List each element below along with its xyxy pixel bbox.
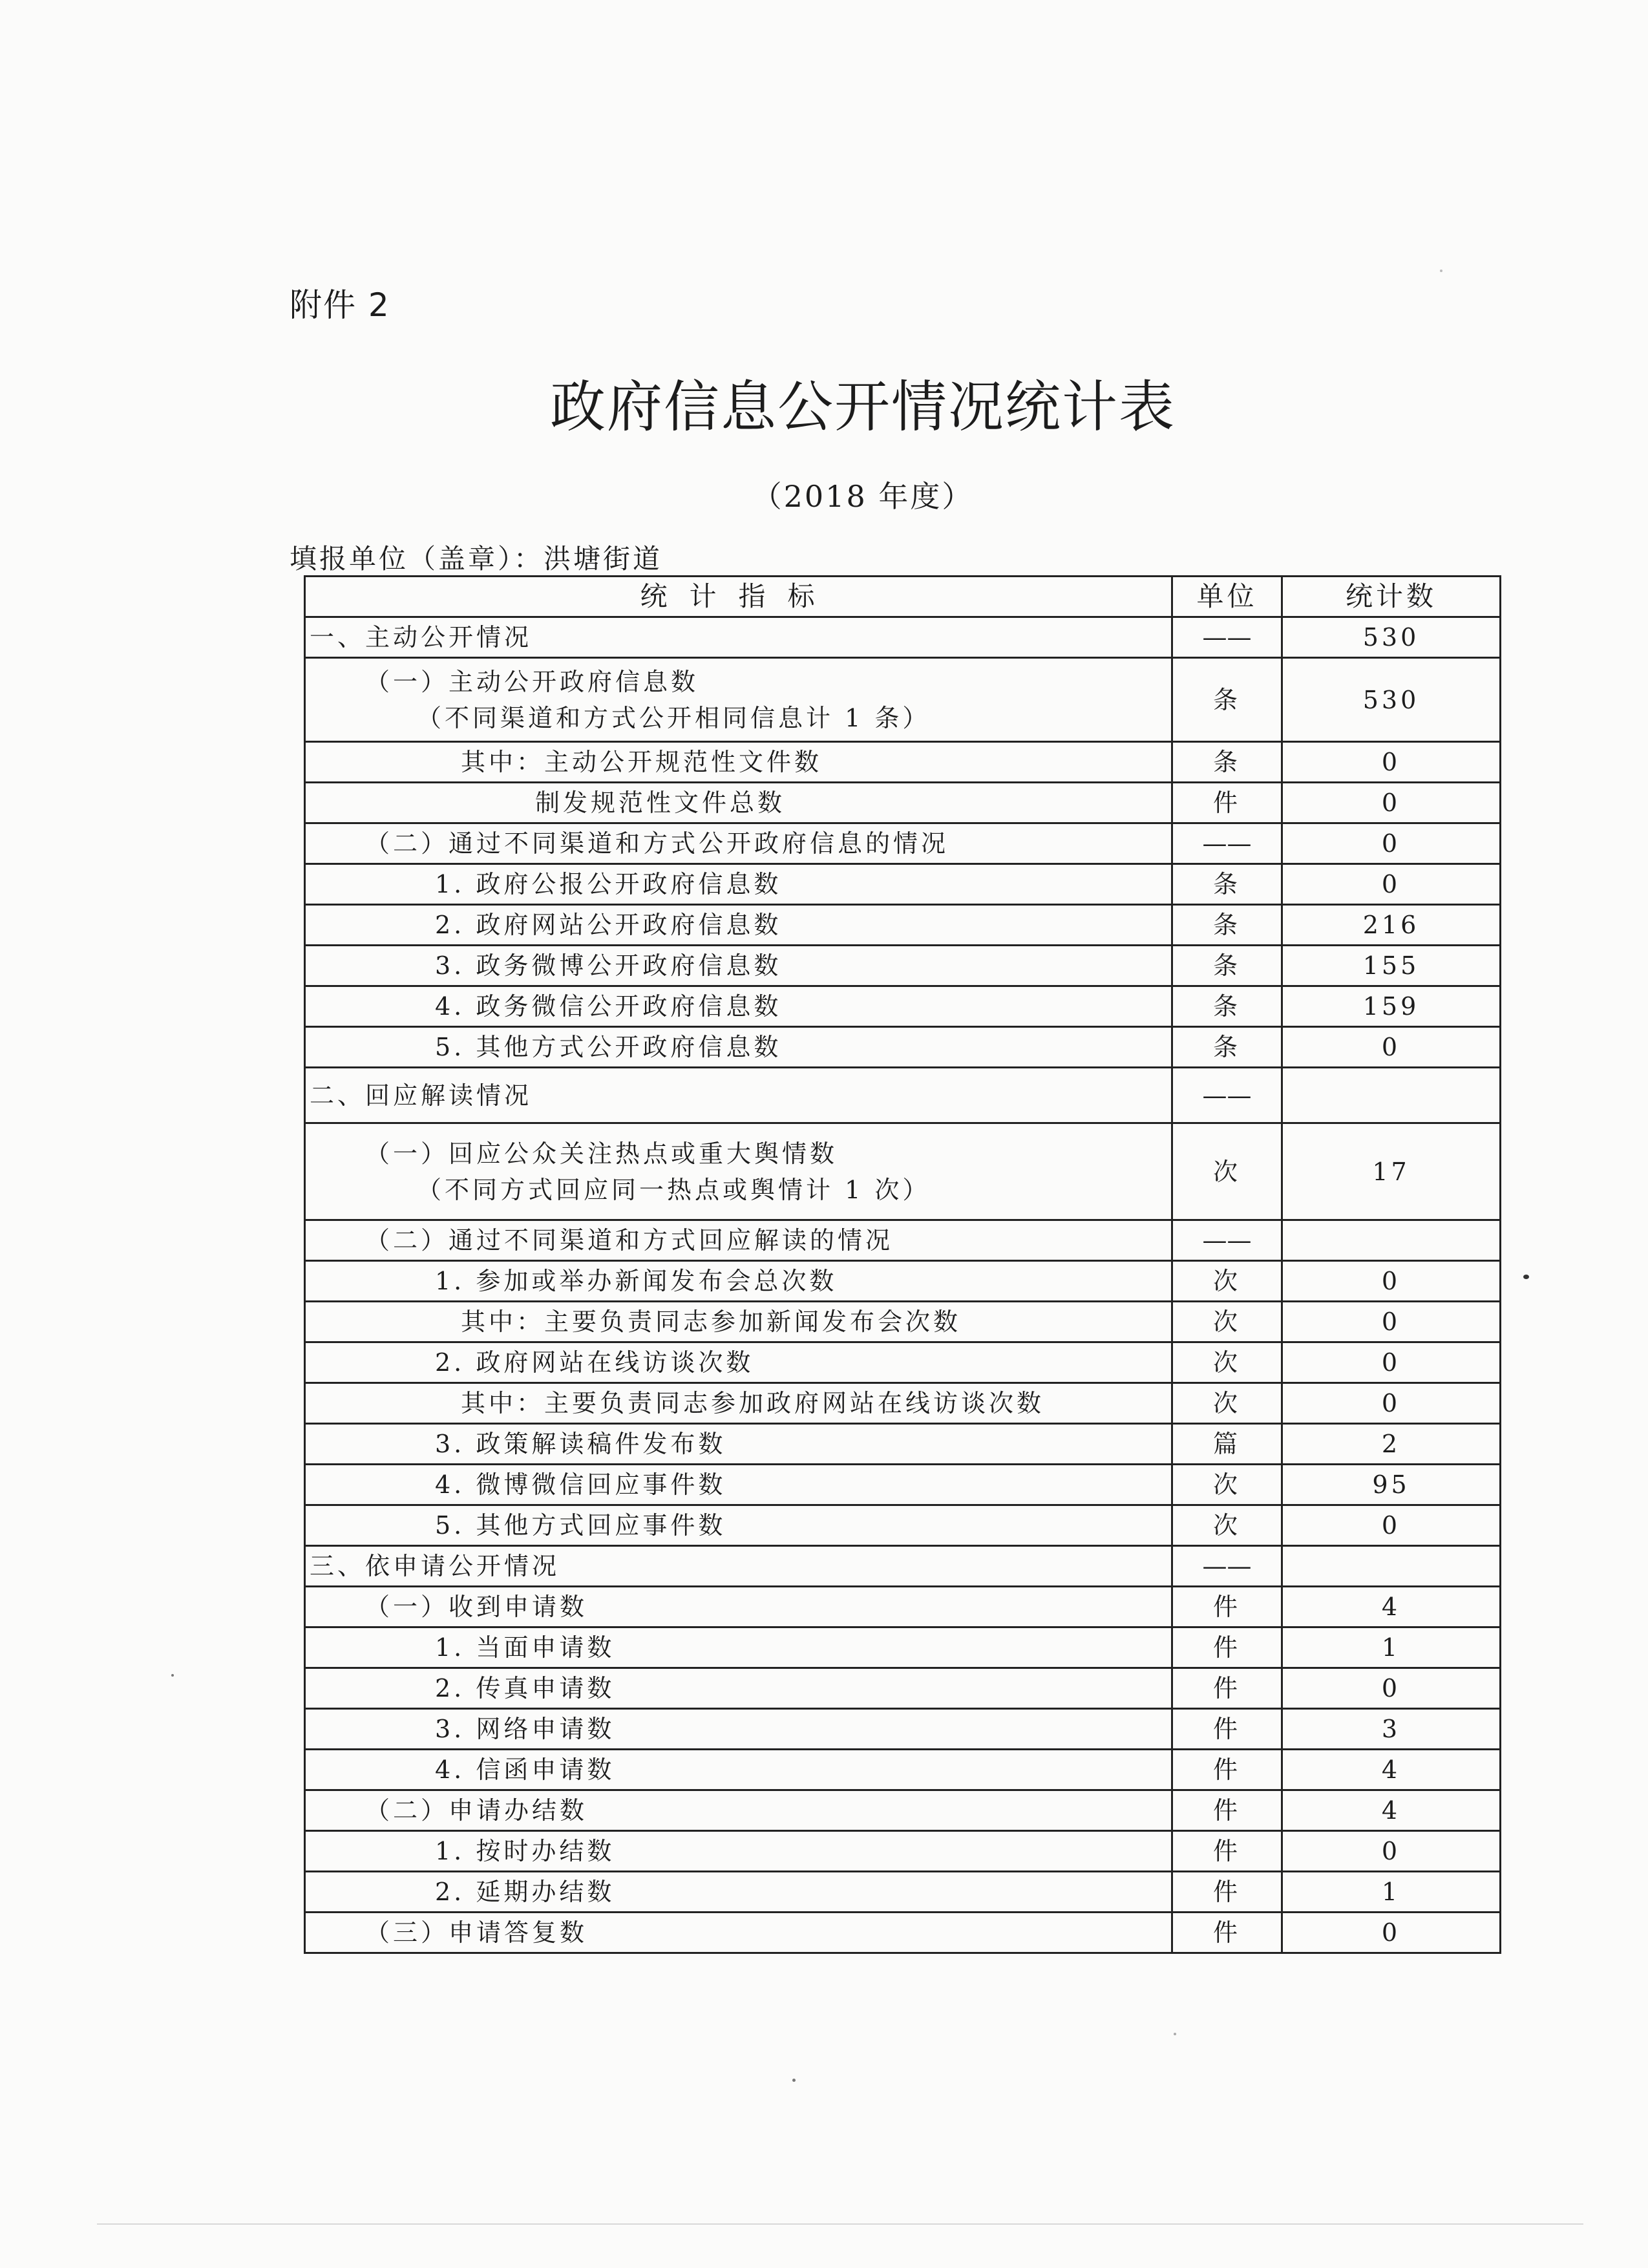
indicator-label: 5. 其他方式公开政府信息数 <box>435 1033 782 1061</box>
scan-speck <box>1174 2033 1176 2035</box>
indicator-label: （一）主动公开政府信息数 <box>365 667 699 696</box>
unit-cell: 条 <box>1172 742 1282 783</box>
unit-cell: 件 <box>1172 1831 1282 1872</box>
count-cell <box>1282 1068 1501 1123</box>
unit-cell: 件 <box>1172 1790 1282 1831</box>
indicator-label: 4. 政务微信公开政府信息数 <box>435 992 782 1021</box>
indicator-cell <box>305 1505 1172 1546</box>
indicator-cell <box>305 658 1172 742</box>
count-cell: 0 <box>1282 742 1501 783</box>
indicator-cell <box>305 1302 1172 1342</box>
unit-cell: 件 <box>1172 1872 1282 1913</box>
table-row <box>305 617 1501 658</box>
unit-cell: 篇 <box>1172 1424 1282 1465</box>
reporting-unit-line: 填报单位（盖章）：洪塘街道 <box>290 543 663 575</box>
indicator-label: 其中：主要负责同志参加政府网站在线访谈次数 <box>461 1389 1045 1417</box>
unit-cell: 件 <box>1172 1587 1282 1627</box>
count-cell: 4 <box>1282 1790 1501 1831</box>
table-row <box>305 1587 1501 1627</box>
indicator-label: 1. 当面申请数 <box>435 1633 615 1662</box>
count-cell: 0 <box>1282 1913 1501 1953</box>
table-row <box>305 1465 1501 1505</box>
indicator-label: （二）通过不同渠道和方式公开政府信息的情况 <box>365 829 949 858</box>
unit-cell: 条 <box>1172 946 1282 986</box>
count-cell: 17 <box>1282 1123 1501 1220</box>
table-row <box>305 946 1501 986</box>
unit-cell: 件 <box>1172 1627 1282 1668</box>
table-row <box>305 1546 1501 1587</box>
table-row <box>305 1342 1501 1383</box>
count-cell: 2 <box>1282 1424 1501 1465</box>
indicator-cell <box>305 1383 1172 1424</box>
unit-cell: 条 <box>1172 905 1282 946</box>
column-header-indicator: 统计指标 <box>305 577 1172 617</box>
indicator-note: （不同方式回应同一热点或舆情计 1 次） <box>417 1175 931 1204</box>
count-cell <box>1282 1546 1501 1587</box>
table-row <box>305 1123 1501 1220</box>
indicator-cell <box>305 1027 1172 1068</box>
count-cell: 1 <box>1282 1872 1501 1913</box>
unit-cell: —— <box>1172 1068 1282 1123</box>
indicator-cell <box>305 783 1172 823</box>
indicator-cell <box>305 1220 1172 1261</box>
indicator-cell <box>305 1872 1172 1913</box>
indicator-cell <box>305 1465 1172 1505</box>
count-cell: 159 <box>1282 986 1501 1027</box>
indicator-label: 3. 政务微博公开政府信息数 <box>435 951 782 980</box>
page-subtitle: （2018 年度） <box>752 479 974 514</box>
unit-cell: —— <box>1172 1220 1282 1261</box>
scan-speck <box>1440 270 1442 272</box>
table-row <box>305 1913 1501 1953</box>
table-row <box>305 1027 1501 1068</box>
count-cell: 1 <box>1282 1627 1501 1668</box>
indicator-cell <box>305 1123 1172 1220</box>
table-row <box>305 1505 1501 1546</box>
table-row <box>305 1709 1501 1750</box>
unit-cell: 条 <box>1172 986 1282 1027</box>
indicator-note: （不同渠道和方式公开相同信息计 1 条） <box>417 703 931 732</box>
unit-cell: 件 <box>1172 1750 1282 1790</box>
table-row <box>305 823 1501 864</box>
column-header-unit: 单位 <box>1172 577 1282 617</box>
count-cell: 0 <box>1282 1342 1501 1383</box>
count-cell: 530 <box>1282 658 1501 742</box>
unit-cell: —— <box>1172 823 1282 864</box>
unit-cell: 次 <box>1172 1505 1282 1546</box>
count-cell: 4 <box>1282 1587 1501 1627</box>
count-cell: 0 <box>1282 1383 1501 1424</box>
table-row <box>305 1424 1501 1465</box>
indicator-label: （一）回应公众关注热点或重大舆情数 <box>365 1139 838 1168</box>
scan-speck <box>171 1674 174 1677</box>
indicator-cell <box>305 742 1172 783</box>
unit-cell: 条 <box>1172 658 1282 742</box>
indicator-cell <box>305 905 1172 946</box>
unit-cell: 条 <box>1172 1027 1282 1068</box>
unit-cell: —— <box>1172 1546 1282 1587</box>
table-body <box>305 617 1501 1953</box>
unit-cell: 次 <box>1172 1465 1282 1505</box>
unit-cell: 件 <box>1172 1709 1282 1750</box>
table-header-row <box>305 577 1501 617</box>
unit-cell: 次 <box>1172 1383 1282 1424</box>
unit-cell: 件 <box>1172 1913 1282 1953</box>
count-cell: 216 <box>1282 905 1501 946</box>
indicator-label: 其中：主要负责同志参加新闻发布会次数 <box>461 1308 962 1336</box>
count-cell: 0 <box>1282 1302 1501 1342</box>
indicator-label: 其中：主动公开规范性文件数 <box>461 748 823 776</box>
indicator-label: 制发规范性文件总数 <box>535 789 786 817</box>
table-row <box>305 864 1501 905</box>
count-cell: 3 <box>1282 1709 1501 1750</box>
indicator-label: 1. 按时办结数 <box>435 1837 615 1865</box>
indicator-label: 2. 延期办结数 <box>435 1878 615 1906</box>
indicator-cell <box>305 617 1172 658</box>
count-cell: 0 <box>1282 783 1501 823</box>
column-header-count: 统计数 <box>1282 577 1501 617</box>
table-row <box>305 1261 1501 1302</box>
unit-cell: 次 <box>1172 1342 1282 1383</box>
count-cell: 0 <box>1282 1831 1501 1872</box>
unit-cell: —— <box>1172 617 1282 658</box>
table-row <box>305 1068 1501 1123</box>
indicator-label: 4. 微博微信回应事件数 <box>435 1470 726 1499</box>
count-cell: 530 <box>1282 617 1501 658</box>
count-cell: 0 <box>1282 1668 1501 1709</box>
table-row <box>305 1831 1501 1872</box>
table-row <box>305 783 1501 823</box>
unit-cell: 条 <box>1172 864 1282 905</box>
statistics-table <box>304 575 1501 1954</box>
indicator-label: 2. 政府网站公开政府信息数 <box>435 911 782 939</box>
table-row <box>305 905 1501 946</box>
unit-cell: 件 <box>1172 1668 1282 1709</box>
indicator-label: 4. 信函申请数 <box>435 1755 615 1784</box>
indicator-cell <box>305 946 1172 986</box>
count-cell: 0 <box>1282 823 1501 864</box>
indicator-label: 三、依申请公开情况 <box>310 1552 560 1580</box>
table-row <box>305 1668 1501 1709</box>
indicator-cell <box>305 1068 1172 1123</box>
table-row <box>305 986 1501 1027</box>
indicator-label: 3. 政策解读稿件发布数 <box>435 1430 726 1458</box>
indicator-cell <box>305 1261 1172 1302</box>
table-row <box>305 1220 1501 1261</box>
indicator-cell <box>305 986 1172 1027</box>
indicator-cell <box>305 1627 1172 1668</box>
scan-edge-line <box>97 2223 1583 2225</box>
indicator-cell <box>305 1750 1172 1790</box>
count-cell <box>1282 1220 1501 1261</box>
table-row <box>305 1872 1501 1913</box>
unit-cell: 次 <box>1172 1123 1282 1220</box>
scan-speck <box>792 2079 796 2082</box>
count-cell: 0 <box>1282 864 1501 905</box>
table-row <box>305 1790 1501 1831</box>
attachment-label: 附件 2 <box>290 286 390 324</box>
indicator-cell <box>305 1709 1172 1750</box>
scan-speck <box>1523 1275 1529 1279</box>
indicator-label: 5. 其他方式回应事件数 <box>435 1511 726 1540</box>
indicator-label: 3. 网络申请数 <box>435 1715 615 1743</box>
indicator-label: 2. 传真申请数 <box>435 1674 615 1702</box>
count-cell: 0 <box>1282 1261 1501 1302</box>
table-row <box>305 1383 1501 1424</box>
count-cell: 155 <box>1282 946 1501 986</box>
count-cell: 4 <box>1282 1750 1501 1790</box>
unit-cell: 件 <box>1172 783 1282 823</box>
indicator-cell <box>305 1668 1172 1709</box>
unit-cell: 次 <box>1172 1302 1282 1342</box>
indicator-cell <box>305 1831 1172 1872</box>
page-title: 政府信息公开情况统计表 <box>550 375 1176 440</box>
indicator-cell <box>305 1913 1172 1953</box>
unit-cell: 次 <box>1172 1261 1282 1302</box>
indicator-cell <box>305 864 1172 905</box>
indicator-cell <box>305 1342 1172 1383</box>
table-row <box>305 658 1501 742</box>
count-cell: 0 <box>1282 1027 1501 1068</box>
indicator-label: 1. 参加或举办新闻发布会总次数 <box>435 1267 838 1295</box>
indicator-label: （三）申请答复数 <box>365 1918 588 1947</box>
indicator-label: 2. 政府网站在线访谈次数 <box>435 1348 754 1377</box>
indicator-label: 二、回应解读情况 <box>310 1081 533 1110</box>
indicator-cell <box>305 1424 1172 1465</box>
indicator-cell <box>305 823 1172 864</box>
indicator-label: （二）申请办结数 <box>365 1796 588 1825</box>
table-row <box>305 1750 1501 1790</box>
count-cell: 0 <box>1282 1505 1501 1546</box>
indicator-label: （二）通过不同渠道和方式回应解读的情况 <box>365 1226 894 1255</box>
table-row <box>305 742 1501 783</box>
indicator-label: 一、主动公开情况 <box>310 623 533 652</box>
indicator-cell <box>305 1587 1172 1627</box>
count-cell: 95 <box>1282 1465 1501 1505</box>
table-row <box>305 1302 1501 1342</box>
indicator-label: （一）收到申请数 <box>365 1593 588 1621</box>
indicator-label: 1. 政府公报公开政府信息数 <box>435 870 782 898</box>
indicator-cell <box>305 1790 1172 1831</box>
indicator-cell <box>305 1546 1172 1587</box>
table-row <box>305 1627 1501 1668</box>
